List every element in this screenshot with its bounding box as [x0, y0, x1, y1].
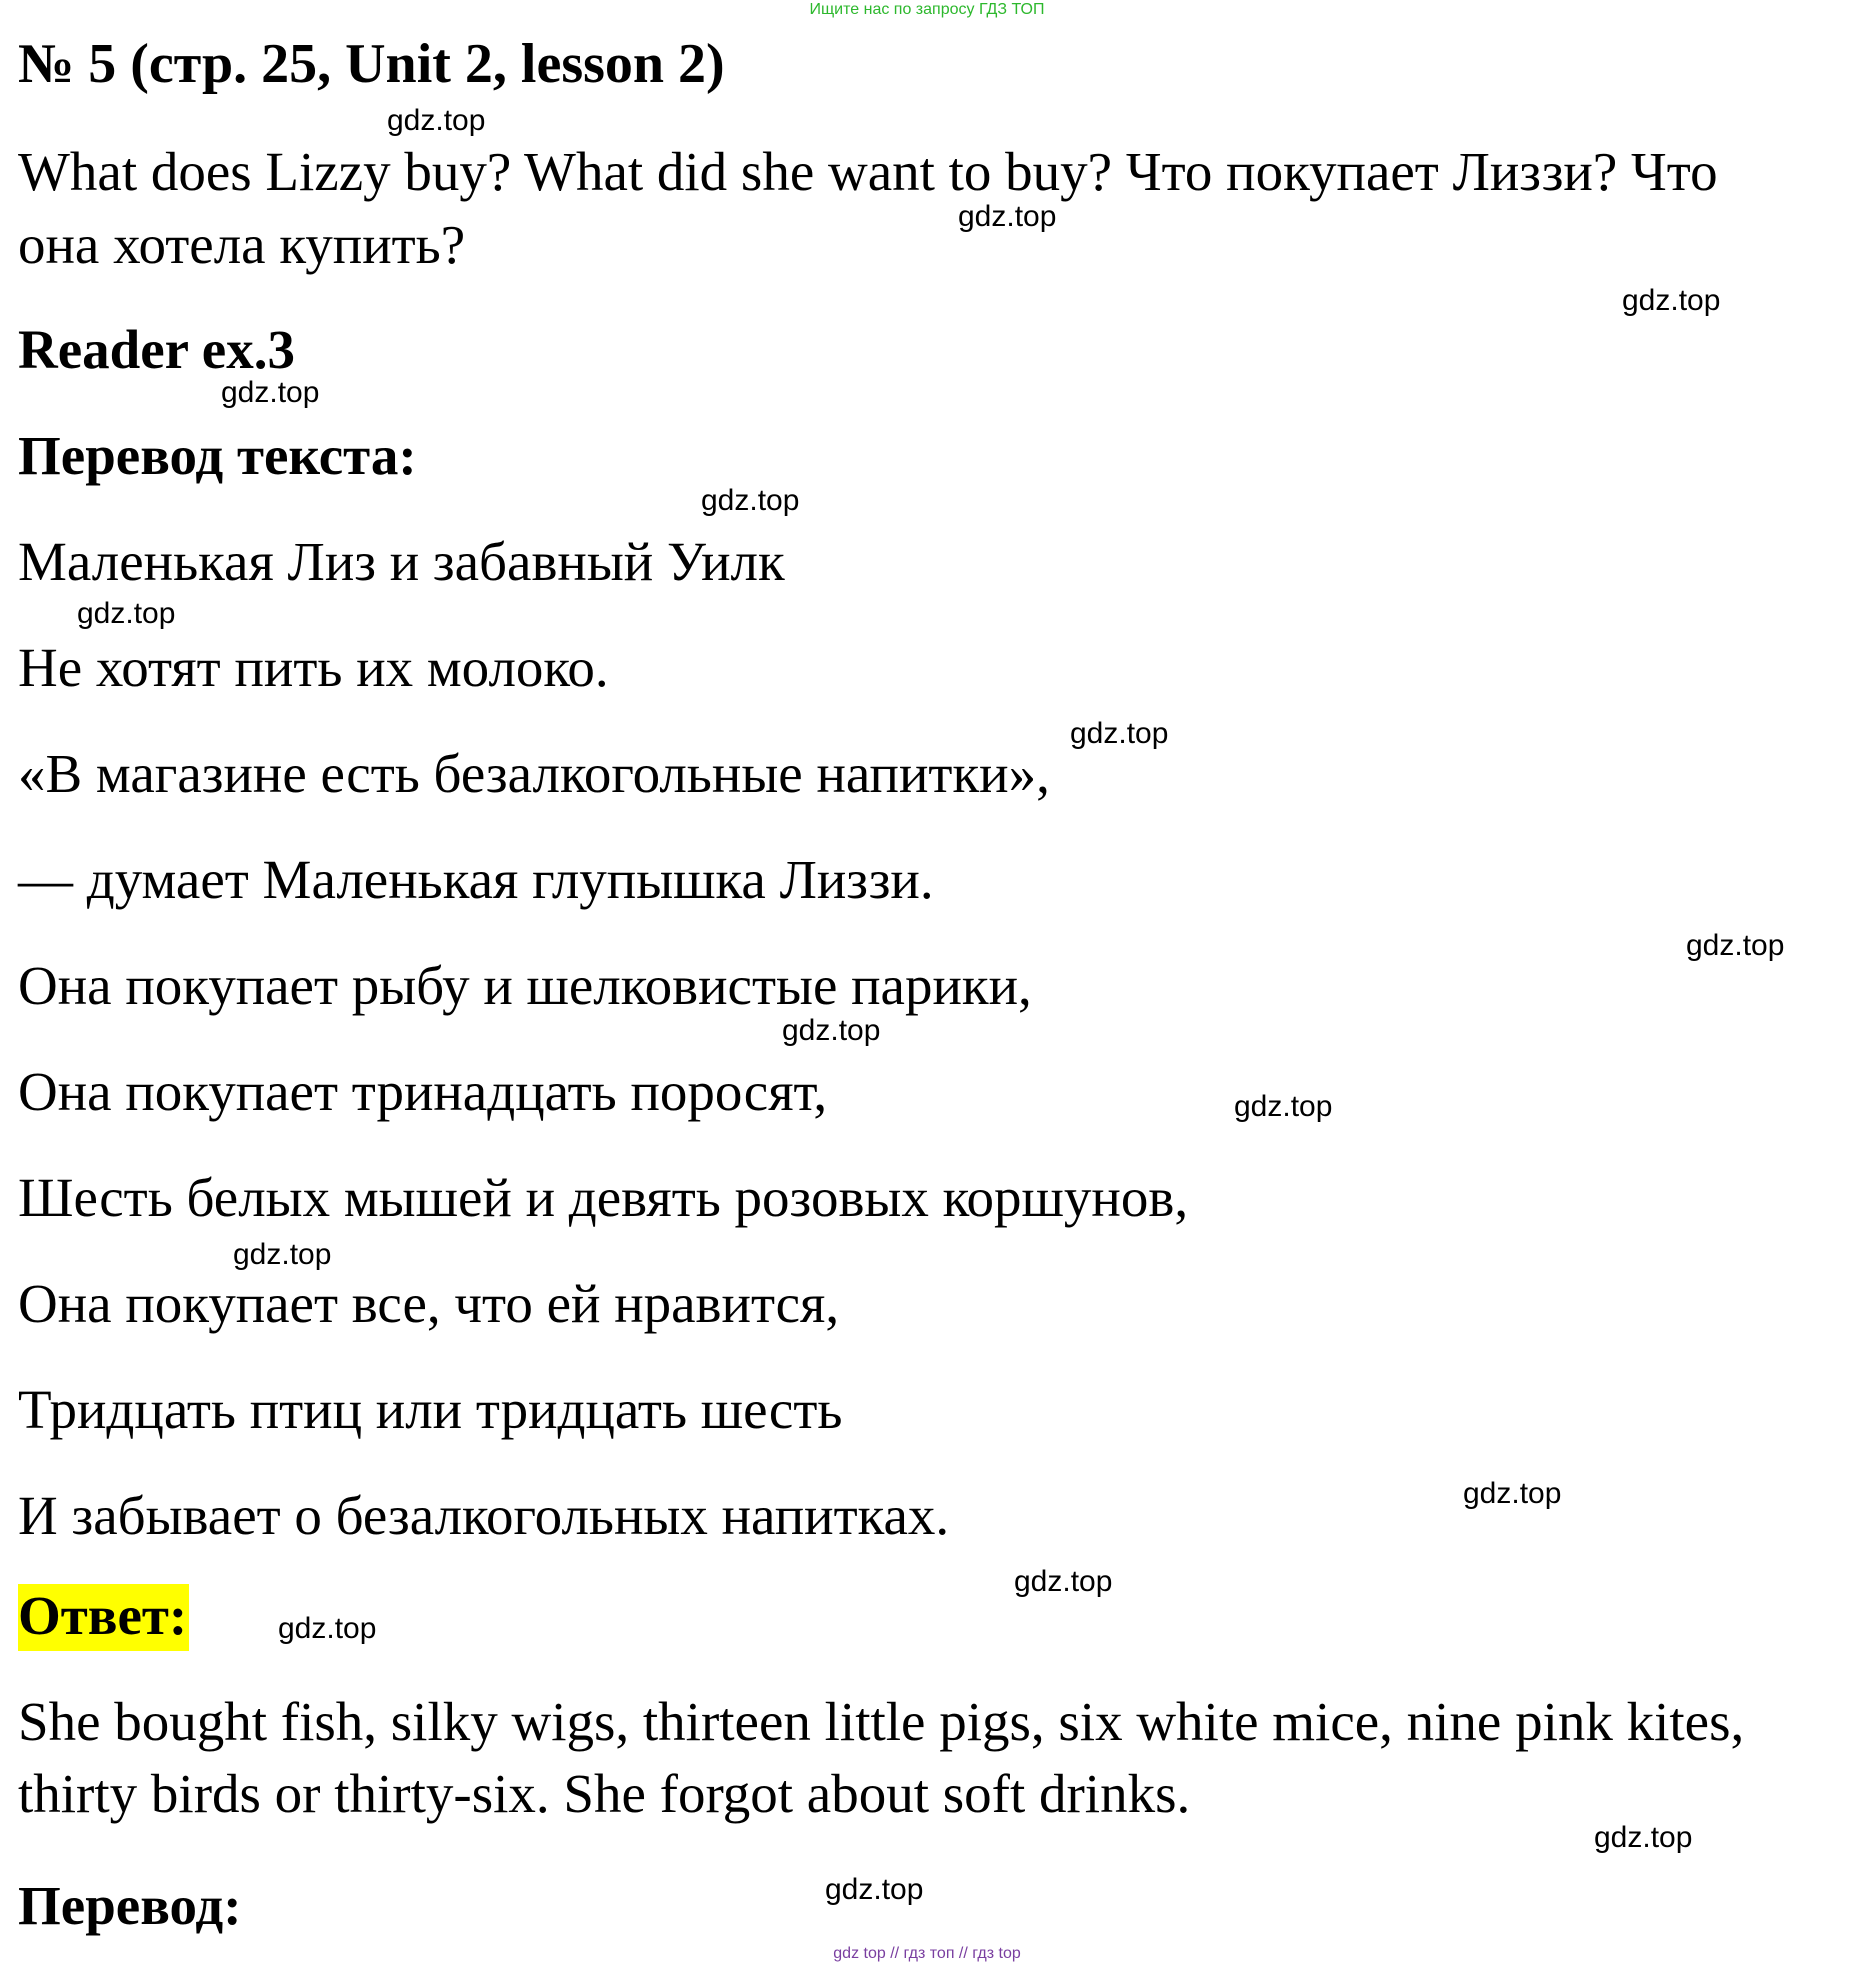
- watermark: gdz.top: [1014, 1565, 1113, 1598]
- poem-line: И забывает о безалкогольных напитках.: [18, 1485, 950, 1546]
- poem-line: Она покупает все, что ей нравится,: [18, 1273, 840, 1334]
- translation-label: Перевод:: [18, 1875, 242, 1936]
- watermark: gdz.top: [233, 1238, 332, 1271]
- top-banner: Ищите нас по запросу ГДЗ ТОП: [809, 1, 1045, 18]
- watermark: gdz.top: [958, 200, 1057, 233]
- poem-line: Она покупает рыбу и шелковистые парики,: [18, 955, 1032, 1016]
- poem-line: Шесть белых мышей и девять розовых коршунов,: [18, 1167, 1189, 1228]
- question-line-2: она хотела купить?: [18, 214, 466, 275]
- poem-line: Тридцать птиц или тридцать шесть: [18, 1379, 843, 1440]
- answer-line-1: She bought fish, silky wigs, thirteen little pigs, six white mice, nine pink kites,: [18, 1691, 1745, 1752]
- poem-line: «В магазине есть безалкогольные напитки»,: [18, 743, 1050, 804]
- watermark: gdz.top: [221, 376, 320, 409]
- question-line-1: What does Lizzy buy? What did she want to buy? Что покупает Лиззи? Что: [18, 141, 1718, 202]
- watermark: gdz.top: [278, 1612, 377, 1645]
- poem-line: Она покупает тринадцать поросят,: [18, 1061, 828, 1122]
- watermark: gdz.top: [782, 1014, 881, 1047]
- answer-label: Ответ:: [18, 1584, 189, 1651]
- watermark: gdz.top: [1686, 929, 1785, 962]
- page-title: № 5 (стр. 25, Unit 2, lesson 2): [18, 33, 725, 95]
- watermark: gdz.top: [701, 484, 800, 517]
- watermark: gdz.top: [1070, 717, 1169, 750]
- watermark: gdz.top: [387, 104, 486, 137]
- watermark: gdz.top: [1463, 1477, 1562, 1510]
- watermark: gdz.top: [1622, 284, 1721, 317]
- footer-watermark: gdz top // гдз топ // гдз top: [833, 1945, 1021, 1962]
- watermark: gdz.top: [1594, 1821, 1693, 1854]
- reader-heading: Reader ex.3: [18, 319, 295, 380]
- watermark: gdz.top: [1234, 1090, 1333, 1123]
- poem-line: — думает Маленькая глупышка Лиззи.: [18, 849, 934, 910]
- translation-heading: Перевод текста:: [18, 425, 417, 486]
- poem-line: Маленькая Лиз и забавный Уилк: [18, 531, 785, 592]
- watermark: gdz.top: [77, 597, 176, 630]
- watermark: gdz.top: [825, 1873, 924, 1906]
- poem-line: Не хотят пить их молоко.: [18, 637, 609, 698]
- answer-line-2: thirty birds or thirty-six. She forgot about soft drinks.: [18, 1763, 1191, 1824]
